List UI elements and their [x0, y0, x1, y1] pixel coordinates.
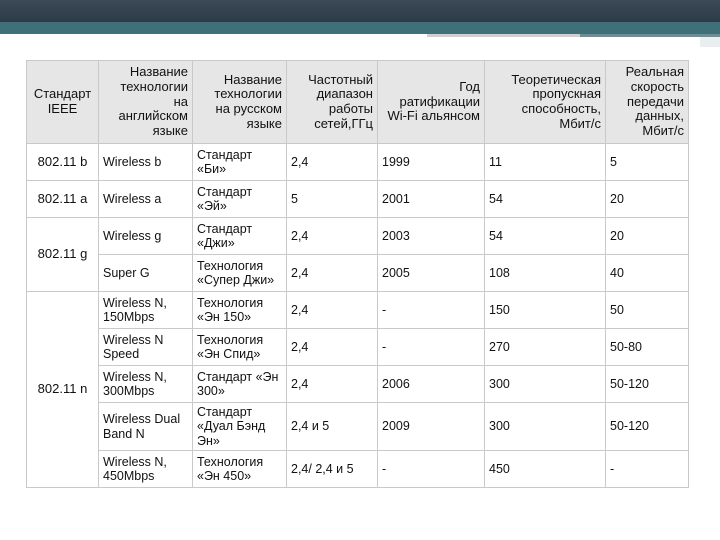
cell-frequency: 2,4/ 2,4 и 5 — [287, 451, 378, 488]
cell-frequency: 2,4 — [287, 366, 378, 403]
cell-name-en: Wireless N Speed — [99, 329, 193, 366]
cell-name-en: Wireless a — [99, 181, 193, 218]
table-row — [27, 366, 689, 403]
cell-name-en: Wireless b — [99, 144, 193, 181]
cell-name-ru: Технология «Эн 450» — [193, 451, 287, 488]
cell-frequency: 2,4 и 5 — [287, 403, 378, 451]
cell-standard: 802.11 a — [27, 181, 99, 218]
cell-theoretical-speed: 54 — [485, 218, 606, 255]
cell-real-speed: 20 — [606, 218, 689, 255]
cell-theoretical-speed: 270 — [485, 329, 606, 366]
cell-name-ru: Стандарт «Джи» — [193, 218, 287, 255]
table-row — [27, 329, 689, 366]
cell-year: - — [378, 451, 485, 488]
cell-name-ru: Стандарт «Дуал Бэнд Эн» — [193, 403, 287, 451]
slide-accent-bar — [0, 22, 720, 34]
cell-frequency: 5 — [287, 181, 378, 218]
cell-real-speed: 50-120 — [606, 366, 689, 403]
cell-frequency: 2,4 — [287, 255, 378, 292]
cell-standard: 802.11 n — [27, 292, 99, 488]
cell-year: 2005 — [378, 255, 485, 292]
cell-real-speed: - — [606, 451, 689, 488]
cell-real-speed: 5 — [606, 144, 689, 181]
table-header-row — [27, 61, 689, 144]
cell-name-ru: Технология «Эн Спид» — [193, 329, 287, 366]
cell-name-ru: Стандарт «Би» — [193, 144, 287, 181]
slide-decor-block — [700, 37, 720, 47]
header-real-speed: Реальная скорость передачи данных, Мбит/с — [606, 61, 689, 144]
cell-year: 2003 — [378, 218, 485, 255]
cell-name-en: Wireless Dual Band N — [99, 403, 193, 451]
cell-standard: 802.11 b — [27, 144, 99, 181]
cell-standard: 802.11 g — [27, 218, 99, 292]
cell-theoretical-speed: 150 — [485, 292, 606, 329]
cell-theoretical-speed: 450 — [485, 451, 606, 488]
cell-real-speed: 50-120 — [606, 403, 689, 451]
cell-real-speed: 50 — [606, 292, 689, 329]
cell-frequency: 2,4 — [287, 218, 378, 255]
cell-year: 2006 — [378, 366, 485, 403]
cell-name-ru: Технология «Эн 150» — [193, 292, 287, 329]
cell-real-speed: 20 — [606, 181, 689, 218]
table-row — [27, 181, 689, 218]
header-name-en: Название технологии на английском языке — [99, 61, 193, 144]
slide-decor-line — [580, 34, 720, 37]
cell-theoretical-speed: 300 — [485, 366, 606, 403]
table-row — [27, 218, 689, 255]
cell-theoretical-speed: 54 — [485, 181, 606, 218]
cell-frequency: 2,4 — [287, 292, 378, 329]
cell-year: - — [378, 292, 485, 329]
cell-name-en: Wireless N, 150Mbps — [99, 292, 193, 329]
slide-top-bar — [0, 0, 720, 22]
header-name-ru: Название технологии на русском языке — [193, 61, 287, 144]
cell-name-ru: Стандарт «Эн 300» — [193, 366, 287, 403]
wifi-standards-table — [26, 60, 689, 488]
cell-theoretical-speed: 108 — [485, 255, 606, 292]
cell-theoretical-speed: 300 — [485, 403, 606, 451]
slide-decor-line — [427, 34, 580, 37]
cell-year: 2009 — [378, 403, 485, 451]
cell-theoretical-speed: 11 — [485, 144, 606, 181]
cell-year: 2001 — [378, 181, 485, 218]
cell-real-speed: 50-80 — [606, 329, 689, 366]
cell-frequency: 2,4 — [287, 144, 378, 181]
header-frequency: Частотный диапазон работы сетей,ГГц — [287, 61, 378, 144]
cell-name-en: Wireless g — [99, 218, 193, 255]
table-row — [27, 292, 689, 329]
table-row — [27, 255, 689, 292]
cell-year: - — [378, 329, 485, 366]
cell-name-en: Wireless N, 450Mbps — [99, 451, 193, 488]
header-year: Год ратификации Wi-Fi альянсом — [378, 61, 485, 144]
header-standard: Стандарт IEEE — [27, 61, 99, 144]
cell-frequency: 2,4 — [287, 329, 378, 366]
cell-year: 1999 — [378, 144, 485, 181]
cell-real-speed: 40 — [606, 255, 689, 292]
cell-name-ru: Технология «Супер Джи» — [193, 255, 287, 292]
table-row — [27, 144, 689, 181]
table-row — [27, 403, 689, 451]
header-theoretical-speed: Теоретическая пропускная способность, Мбит/с — [485, 61, 606, 144]
cell-name-en: Wireless N, 300Mbps — [99, 366, 193, 403]
cell-name-en: Super G — [99, 255, 193, 292]
table-row — [27, 451, 689, 488]
cell-name-ru: Стандарт «Эй» — [193, 181, 287, 218]
